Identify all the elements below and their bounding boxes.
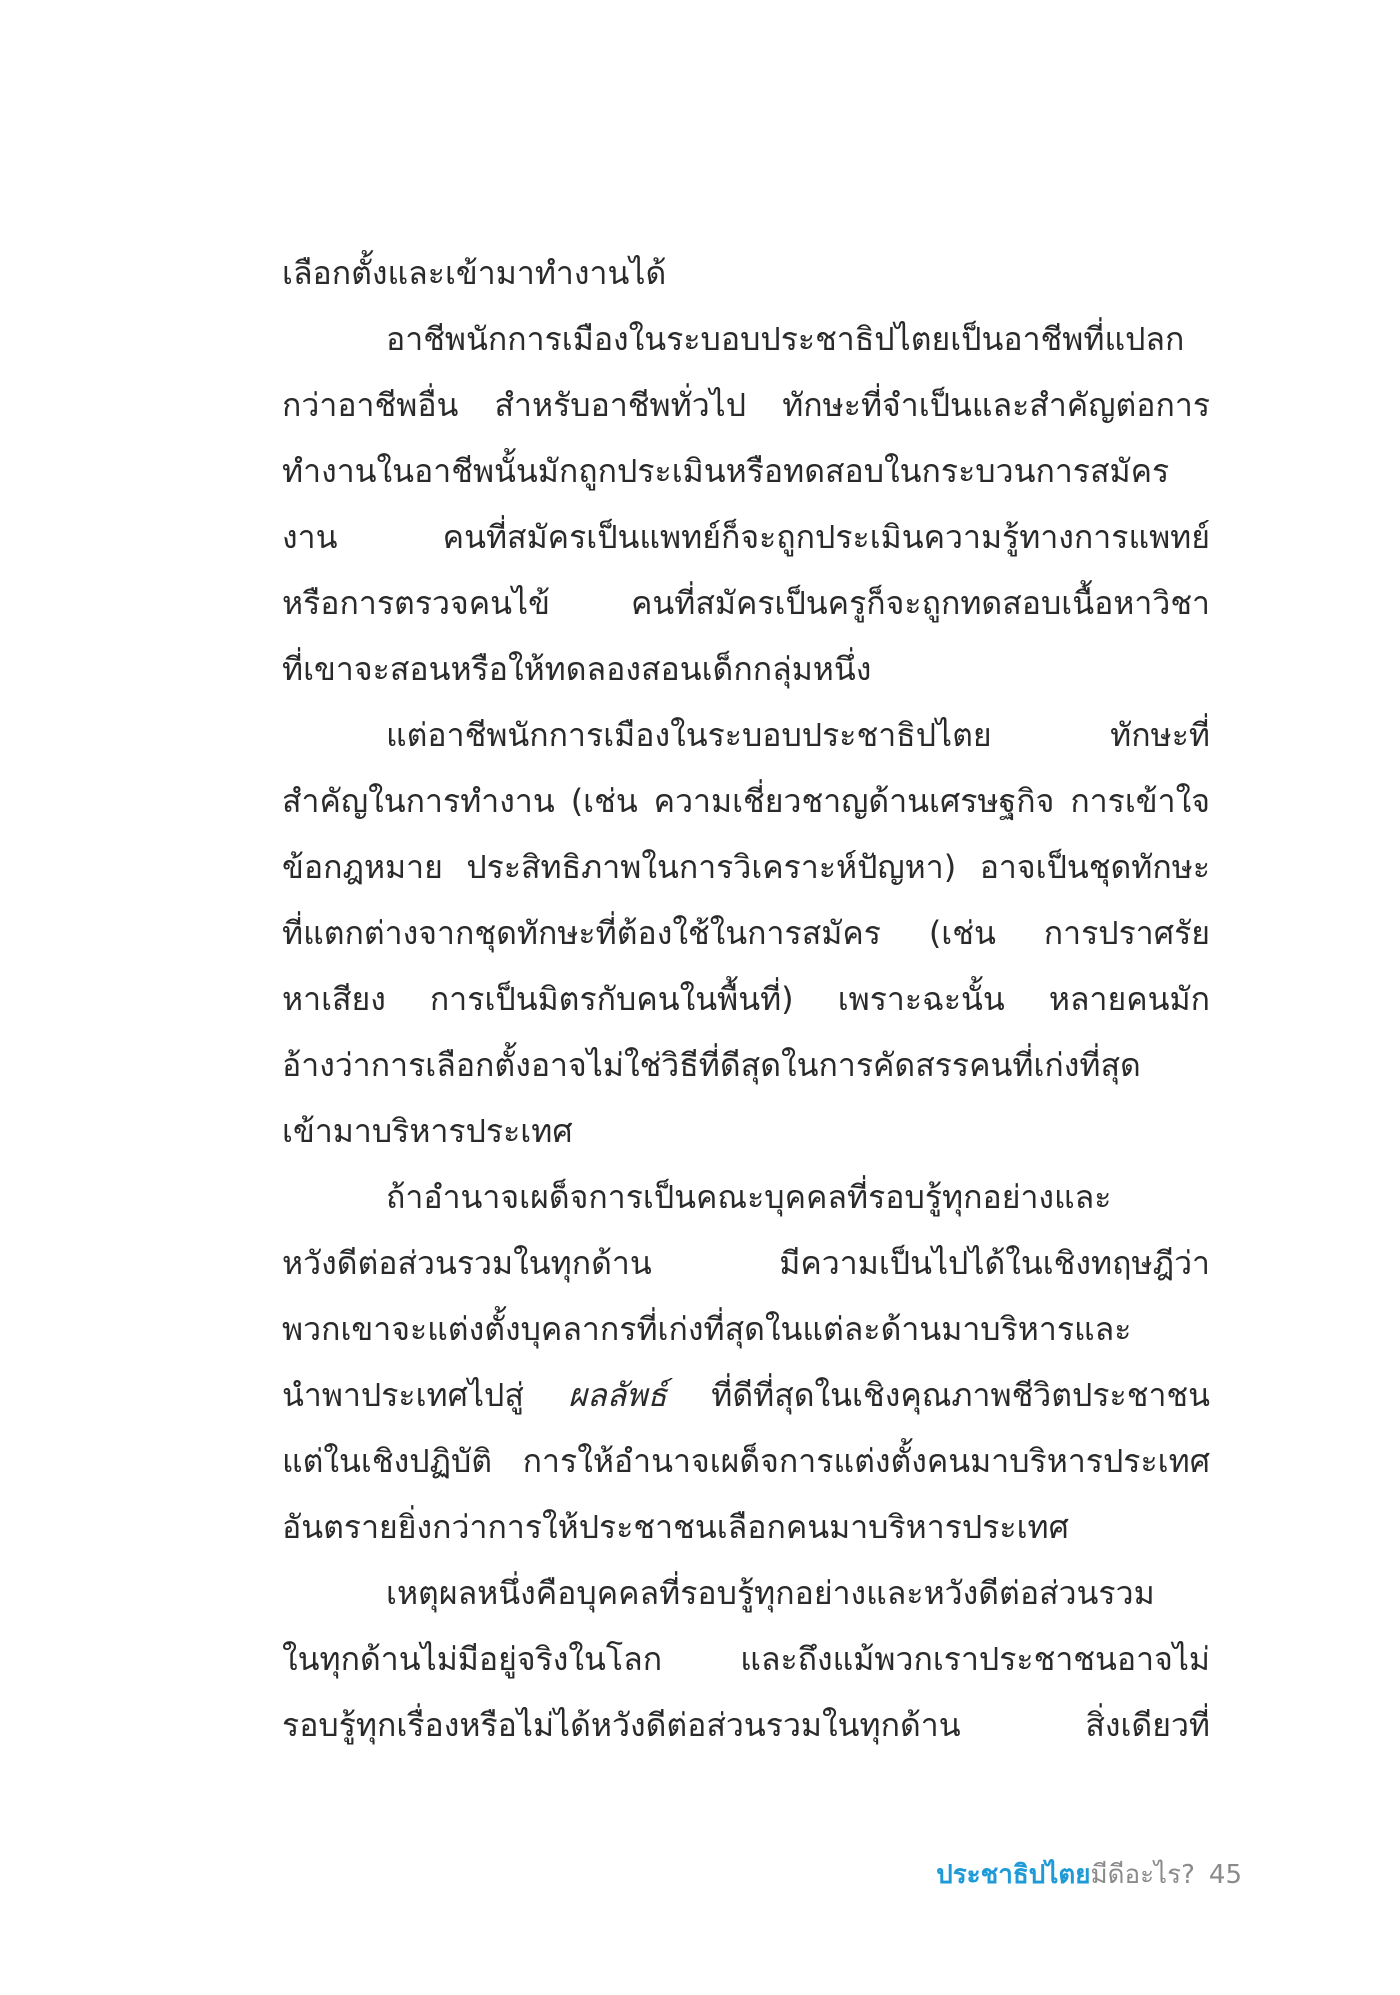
text-line: เข้ามาบริหารประเทศ <box>282 1112 573 1150</box>
body-text <box>282 240 1210 1758</box>
paragraph-start-line: อาชีพนักการเมืองในระบอบประชาธิปไตยเป็นอาชีพที่แปลก <box>386 320 1185 358</box>
page-number: 45 <box>1208 1860 1242 1890</box>
text-line: ทำงานในอาชีพนั้นมักถูกประเมินหรือทดสอบในกระบวนการสมัคร <box>282 452 1170 490</box>
book-title-rest: มีดีอะไร? <box>1090 1860 1195 1890</box>
paragraph-start-line: เหตุผลหนึ่งคือบุคคลที่รอบรู้ทุกอย่างและหวังดีต่อส่วนรวม <box>386 1574 1155 1612</box>
text-line: ข้อกฎหมาย ประสิทธิภาพในการวิเคราะห์ปัญหา) อาจเป็นชุดทักษะ <box>282 848 1210 886</box>
text-line: หาเสียง การเป็นมิตรกับคนในพื้นที่) เพราะฉะนั้น หลายคนมัก <box>282 980 1210 1018</box>
text-line: รอบรู้ทุกเรื่องหรือไม่ได้หวังดีต่อส่วนรวมในทุกด้าน สิ่งเดียวที่ <box>282 1706 1210 1744</box>
emphasized-term: ผลลัพธ์ <box>568 1376 667 1414</box>
text-line: ในทุกด้านไม่มีอยู่จริงในโลก และถึงแม้พวกเราประชาชนอาจไม่ <box>282 1640 1210 1678</box>
text-line: อันตรายยิ่งกว่าการให้ประชาชนเลือกคนมาบริหารประเทศ <box>282 1508 1069 1546</box>
book-title-accent: ประชาธิปไตย <box>936 1860 1091 1890</box>
text-line: ที่เขาจะสอนหรือให้ทดลองสอนเด็กกลุ่มหนึ่ง <box>282 650 872 688</box>
text-segment: นำพาประเทศไปสู่ <box>282 1376 569 1414</box>
text-line: หวังดีต่อส่วนรวมในทุกด้าน มีความเป็นไปได้ในเชิงทฤษฎีว่า <box>282 1244 1210 1282</box>
text-line: เลือกตั้งและเข้ามาทำงานได้ <box>282 254 667 292</box>
paragraph-start-line: แต่อาชีพนักการเมืองในระบอบประชาธิปไตย ทักษะที่ <box>386 716 1210 754</box>
text-line: งาน คนที่สมัครเป็นแพทย์ก็จะถูกประเมินความรู้ทางการแพทย์ <box>282 518 1210 556</box>
text-segment: ที่ดีที่สุดในเชิงคุณภาพชีวิตประชาชน <box>666 1376 1210 1414</box>
text-line: อ้างว่าการเลือกตั้งอาจไม่ใช่วิธีที่ดีสุดในการคัดสรรคนที่เก่งที่สุด <box>282 1046 1141 1084</box>
page-footer <box>936 1855 1242 1895</box>
text-line: แต่ในเชิงปฏิบัติ การให้อำนาจเผด็จการแต่งตั้งคนมาบริหารประเทศ <box>282 1442 1210 1480</box>
text-line: หรือการตรวจคนไข้ คนที่สมัครเป็นครูก็จะถูกทดสอบเนื้อหาวิชา <box>282 584 1210 622</box>
text-line: ที่แตกต่างจากชุดทักษะที่ต้องใช้ในการสมัคร (เช่น การปราศรัย <box>282 914 1210 952</box>
text-line: กว่าอาชีพอื่น สำหรับอาชีพทั่วไป ทักษะที่จำเป็นและสำคัญต่อการ <box>282 386 1210 424</box>
paragraph-start-line: ถ้าอำนาจเผด็จการเป็นคณะบุคคลที่รอบรู้ทุกอย่างและ <box>386 1178 1112 1216</box>
text-line: สำคัญในการทำงาน (เช่น ความเชี่ยวชาญด้านเศรษฐกิจ การเข้าใจ <box>282 782 1210 820</box>
text-line: พวกเขาจะแต่งตั้งบุคลากรที่เก่งที่สุดในแต่ละด้านมาบริหารและ <box>282 1310 1132 1348</box>
text-line-with-emphasis <box>282 1362 1210 1428</box>
